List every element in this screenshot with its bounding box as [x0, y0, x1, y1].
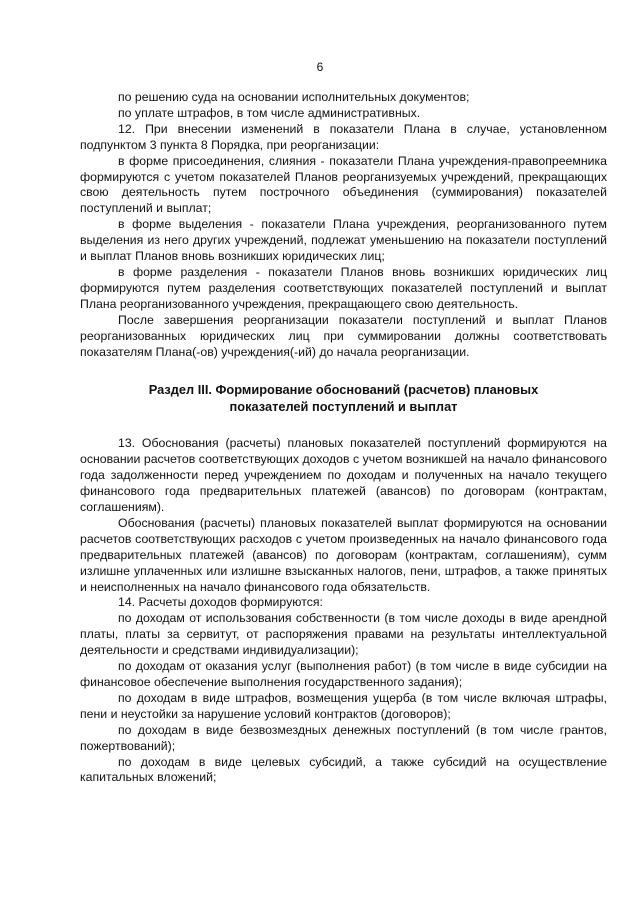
paragraph: Обоснования (расчеты) плановых показателей выплат формируются на основании расчетов соответствующих расходов с учетом произведенных на начало финансового года предварительных платежей (авансов) по договорам (контрактам, соглашениям), сумм излишне уплаченных или излишне взысканных налогов, пени, штрафов, а также принятых и неисполненных на начало финансового года обязательств. — [80, 515, 607, 594]
paragraph: 13. Обоснования (расчеты) плановых показателей поступлений формируются на основании расчетов соответствующих доходов с учетом возникшей на начало финансового года задолженности перед учреждением по доходам и полученных на начало текущего финансового года предварительных платежей (авансов) по договорам (контрактам, соглашениям). — [80, 436, 607, 515]
page-number: 6 — [316, 60, 324, 74]
paragraph: по уплате штрафов, в том числе административных. — [118, 105, 421, 120]
paragraph: После завершения реорганизации показатели поступлений и выплат Планов реорганизованных юридических лиц при суммировании должны соответствовать показателям Плана(-ов) учреждения(-ий) до начала реорганизации. — [80, 312, 607, 359]
paragraph: по доходам в виде безвозмездных денежных поступлений (в том числе грантов, пожертвований); — [80, 722, 607, 753]
paragraph: по доходам в виде целевых субсидий, а также субсидий на осуществление капитальных вложений; — [80, 754, 607, 785]
paragraph: по доходам в виде штрафов, возмещения ущерба (в том числе включая штрафы, пени и неустойки за нарушение условий контрактов (договоров); — [80, 690, 607, 721]
paragraph: по решению суда на основании исполнительных документов; — [118, 90, 470, 104]
paragraph: по доходам от оказания услуг (выполнения работ) (в том числе в виде субсидии на финансовое обеспечение выполнения государственного задания); — [80, 659, 607, 689]
paragraph: 12. При внесении изменений в показатели Плана в случае, установленном подпунктом 3 пункта 8 Порядка, при реорганизации: — [80, 121, 607, 152]
paragraph: 14. Расчеты доходов формируются: — [118, 595, 323, 610]
document-body — [80, 90, 607, 786]
paragraph: в форме выделения - показатели Плана учреждения, реорганизованного путем выделения из него других учреждений, подлежат уменьшению на показатели поступлений и выплат Планов вновь возникших юридических лиц; — [80, 217, 607, 264]
section-heading — [80, 381, 607, 415]
section-heading-line: показателей поступлений и выплат — [229, 399, 458, 415]
section-heading-line: Раздел III. Формирование обоснований (расчетов) плановых — [148, 382, 539, 398]
paragraph: в форме присоединения, слияния - показатели Плана учреждения-правопреемника формируются с учетом показателей Планов реорганизуемых учреждений, прекращающих свою деятельность путем построчного объединения (суммирования) показателей поступлений и выплат; — [80, 153, 607, 216]
paragraph: в форме разделения - показатели Планов вновь возникших юридических лиц формируются путем разделения соответствующих показателей поступлений и выплат Плана реорганизованного учреждения, прекращающего свою деятельность. — [80, 264, 607, 311]
paragraph: по доходам от использования собственности (в том числе доходы в виде арендной платы, платы за сервитут, от распоряжения правами на результаты интеллектуальной деятельности и средствами индивидуализации); — [80, 611, 607, 658]
